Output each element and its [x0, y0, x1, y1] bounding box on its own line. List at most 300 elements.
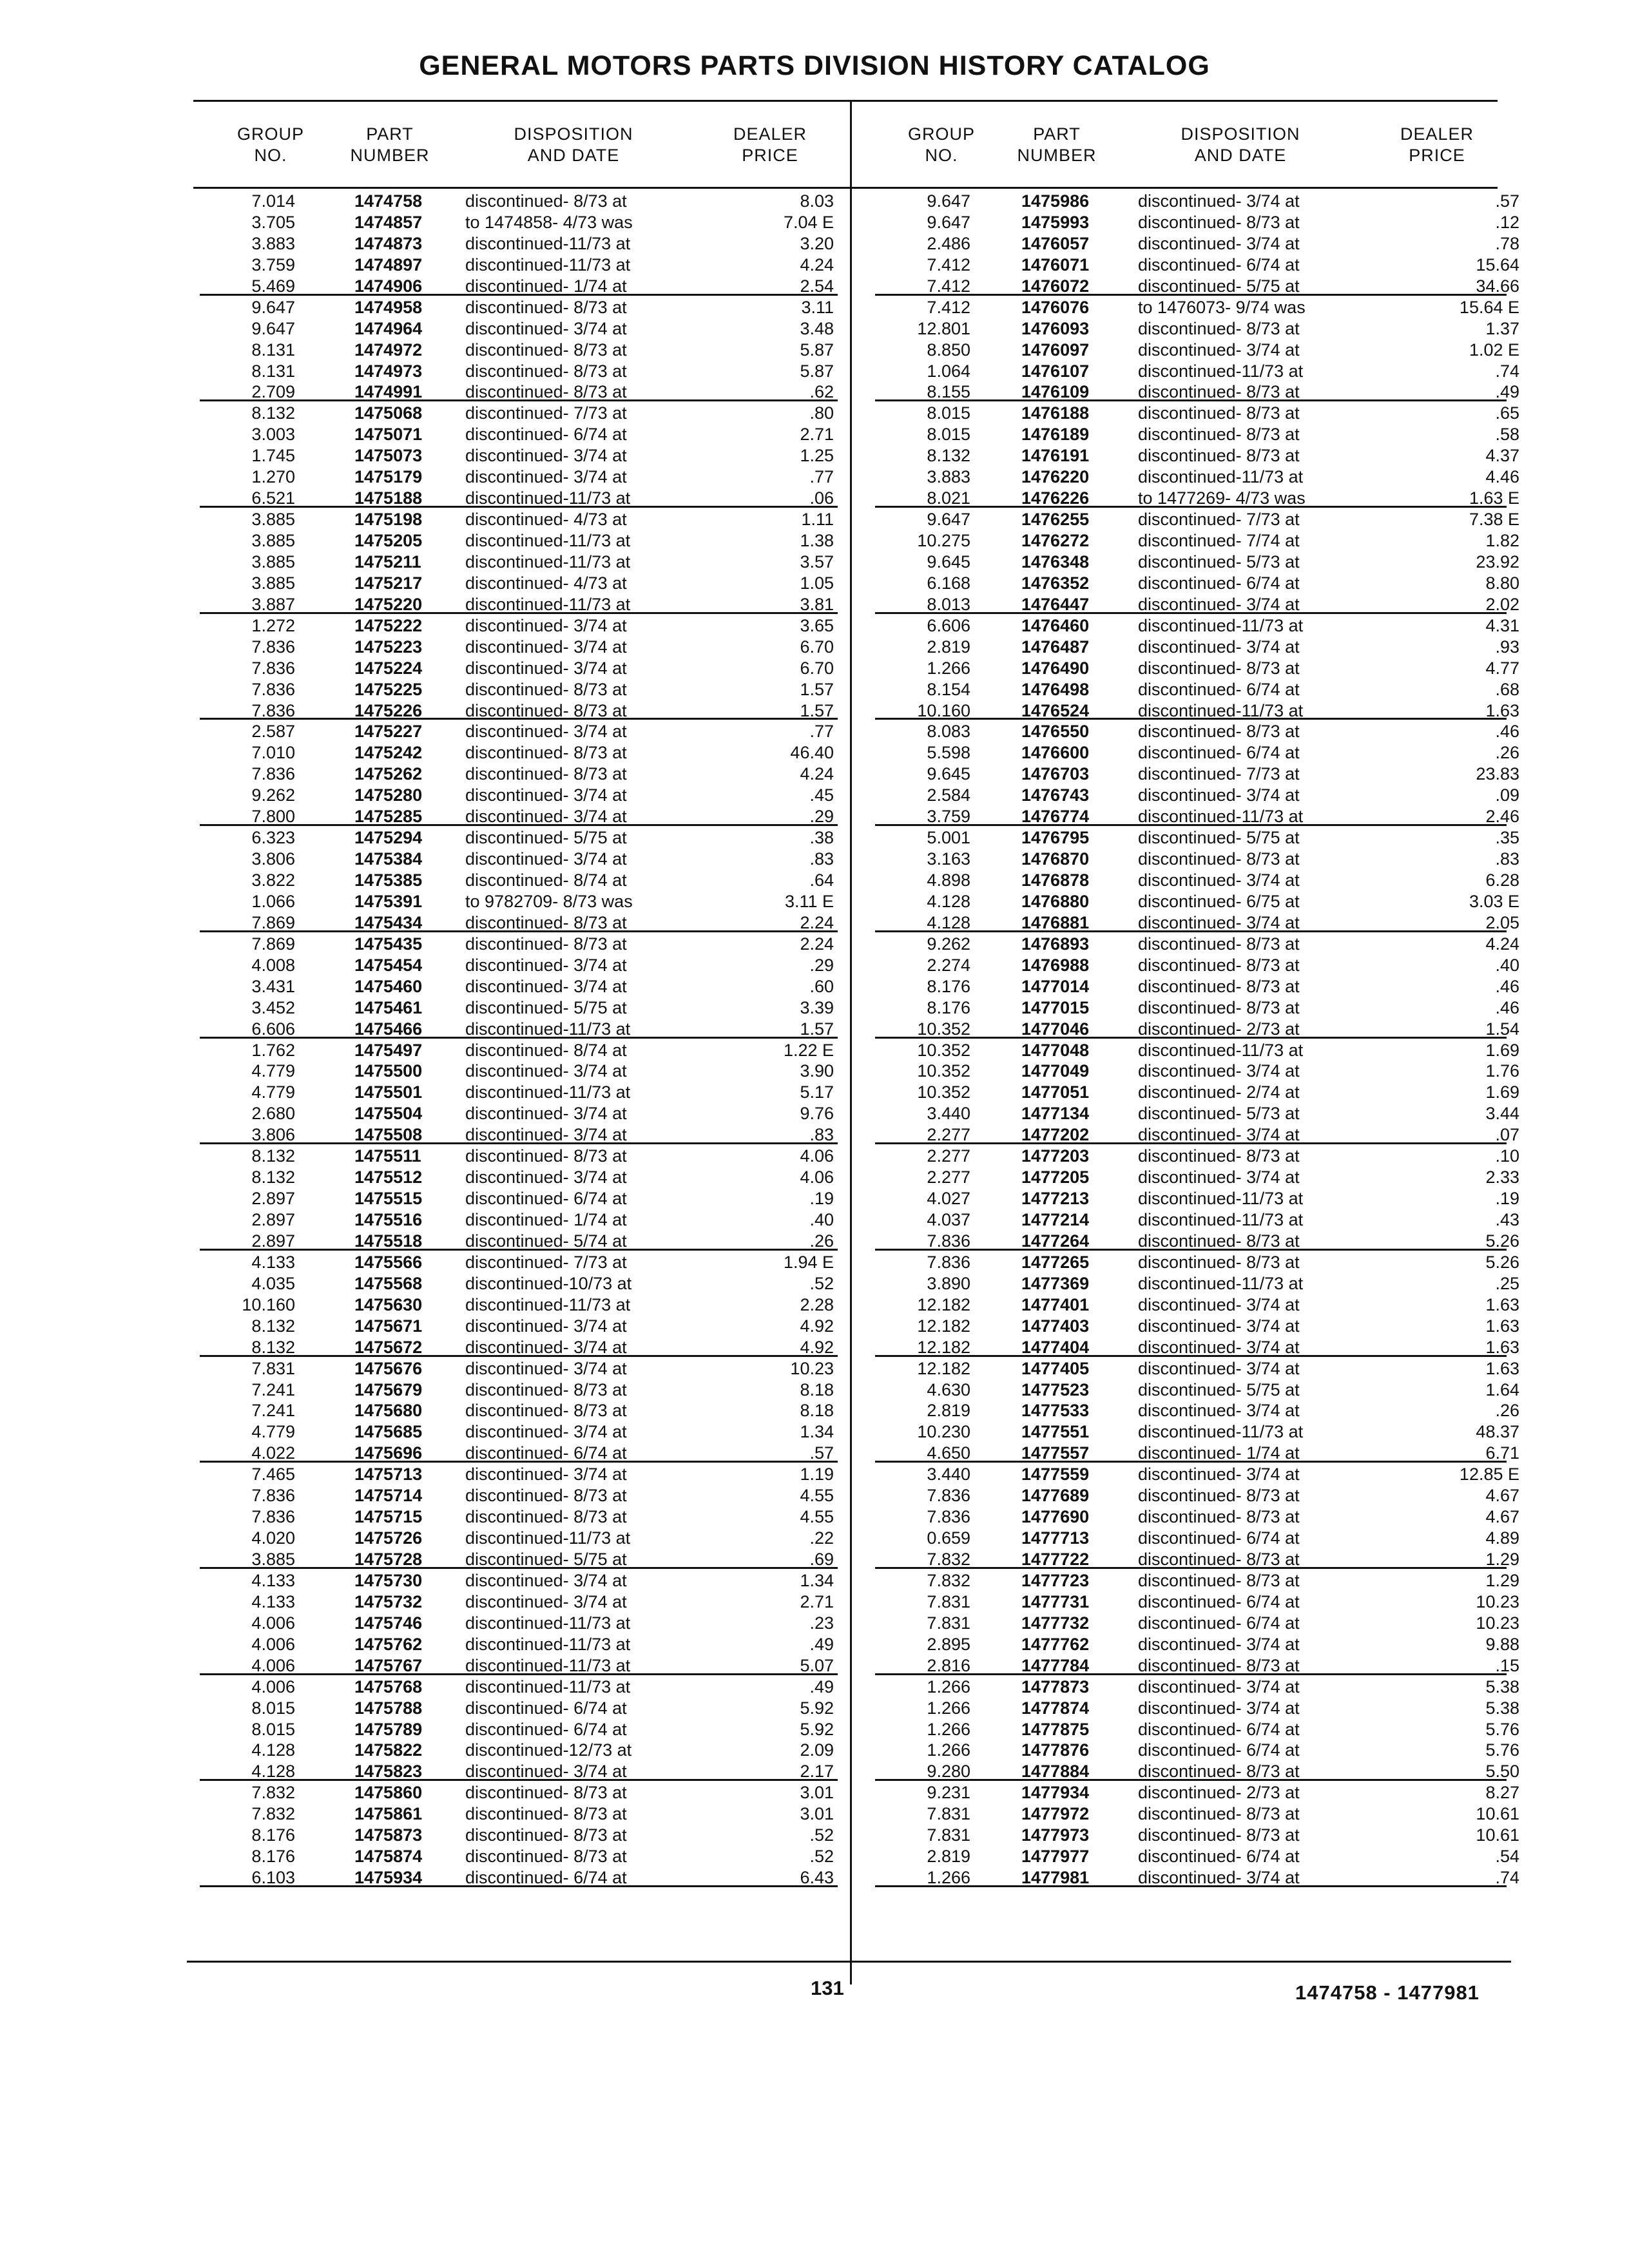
group-number: 2.274 — [927, 955, 970, 975]
part-number: 1475226 — [354, 700, 423, 720]
part-number: 1476447 — [1021, 594, 1090, 614]
group-number: 8.015 — [251, 1698, 295, 1718]
group-number: 4.779 — [251, 1061, 295, 1081]
dealer-price: .83 — [1495, 849, 1519, 869]
group-number: 10.230 — [917, 1422, 970, 1442]
part-number: 1475993 — [1021, 212, 1090, 232]
dealer-price: .77 — [809, 467, 834, 487]
part-number: 1475934 — [354, 1868, 423, 1888]
dealer-price: .77 — [809, 722, 834, 742]
table-row — [875, 679, 1519, 701]
disposition: discontinued- 3/74 at — [1138, 1316, 1300, 1336]
table-row — [200, 1847, 838, 1868]
disposition: discontinued- 6/74 at — [1138, 573, 1300, 593]
table-row — [875, 1719, 1519, 1741]
disposition: discontinued- 3/74 at — [1138, 1677, 1300, 1696]
group-number: 6.323 — [251, 828, 295, 848]
disposition: discontinued- 8/73 at — [465, 743, 627, 763]
table-row — [875, 722, 1519, 743]
group-number: 12.182 — [917, 1294, 970, 1314]
part-number: 1477690 — [1021, 1507, 1090, 1527]
part-number: 1477873 — [1021, 1677, 1090, 1696]
disposition: discontinued- 8/74 at — [465, 870, 627, 890]
part-number: 1476097 — [1021, 340, 1090, 360]
group-number: 7.836 — [927, 1486, 970, 1506]
group-number: 10.352 — [917, 1019, 970, 1039]
disposition: discontinued- 8/73 at — [1138, 1486, 1300, 1506]
disposition: discontinued- 8/73 at — [465, 297, 627, 317]
disposition: discontinued- 4/73 at — [465, 510, 627, 530]
right-parts-table — [875, 191, 1519, 1889]
group-number: 3.883 — [251, 233, 295, 253]
group-number: 8.013 — [927, 594, 970, 614]
dealer-price: 10.23 — [1476, 1591, 1519, 1611]
part-number: 1477557 — [1021, 1443, 1090, 1463]
dealer-price: 1.57 — [800, 1019, 834, 1039]
table-row — [875, 1379, 1519, 1401]
disposition: discontinued- 3/74 at — [465, 318, 627, 338]
part-number: 1475497 — [354, 1040, 423, 1060]
table-row — [200, 213, 838, 234]
table-row — [875, 912, 1519, 934]
table-row — [875, 1613, 1519, 1635]
table-row — [875, 1847, 1519, 1868]
part-number: 1476524 — [1021, 700, 1090, 720]
group-number: 7.836 — [251, 700, 295, 720]
dealer-price: .58 — [1495, 425, 1519, 445]
part-number: 1474758 — [354, 191, 423, 211]
dealer-price: 4.24 — [800, 764, 834, 784]
table-row — [875, 276, 1519, 298]
group-number: 9.262 — [251, 785, 295, 805]
table-row — [200, 1635, 838, 1656]
part-number: 1475518 — [354, 1231, 423, 1251]
table-row — [875, 1762, 1519, 1783]
disposition: discontinued- 3/74 at — [1138, 191, 1300, 211]
part-number: 1476498 — [1021, 679, 1090, 699]
part-number: 1475500 — [354, 1061, 423, 1081]
part-number: 1476703 — [1021, 764, 1090, 784]
part-number: 1475768 — [354, 1677, 423, 1696]
part-number: 1477559 — [1021, 1465, 1090, 1485]
header-price-line2: PRICE — [1409, 146, 1465, 165]
dealer-price: 1.94 E — [783, 1252, 834, 1272]
table-row — [200, 1507, 838, 1528]
table-row — [875, 807, 1519, 828]
table-row — [200, 785, 838, 807]
table-row — [875, 403, 1519, 425]
disposition: discontinued- 3/74 at — [1138, 1465, 1300, 1485]
part-number: 1477722 — [1021, 1550, 1090, 1569]
table-row — [875, 1082, 1519, 1104]
dealer-price: .46 — [1495, 722, 1519, 742]
part-number: 1476878 — [1021, 870, 1090, 890]
dealer-price: .54 — [1495, 1847, 1519, 1867]
part-number: 1477213 — [1021, 1189, 1090, 1209]
group-number: 9.231 — [927, 1783, 970, 1803]
group-number: 8.131 — [251, 340, 295, 360]
disposition: discontinued- 3/74 at — [465, 615, 627, 635]
group-number: 4.898 — [927, 870, 970, 890]
group-number: 3.163 — [927, 849, 970, 869]
disposition: discontinued- 6/74 at — [1138, 679, 1300, 699]
table-row — [200, 1550, 838, 1571]
header-disposition-line2: AND DATE — [527, 146, 620, 165]
disposition: discontinued- 3/74 at — [465, 1762, 627, 1782]
disposition: discontinued- 3/74 at — [465, 658, 627, 678]
disposition: discontinued- 8/73 at — [465, 340, 627, 360]
part-number: 1474958 — [354, 297, 423, 317]
part-number: 1476348 — [1021, 552, 1090, 572]
part-number: 1475788 — [354, 1698, 423, 1718]
table-row — [200, 191, 838, 213]
dealer-price: 3.81 — [800, 594, 834, 614]
part-number: 1476487 — [1021, 637, 1090, 657]
part-number: 1475730 — [354, 1570, 423, 1590]
group-number: 7.836 — [251, 637, 295, 657]
table-row — [875, 297, 1519, 319]
group-number: 1.064 — [927, 361, 970, 381]
table-row — [875, 1252, 1519, 1274]
part-number: 1474897 — [354, 255, 423, 274]
disposition: discontinued-11/73 at — [465, 488, 631, 508]
table-row — [875, 425, 1519, 446]
table-row — [200, 1804, 838, 1825]
group-number: 6.606 — [251, 1019, 295, 1039]
part-number: 1474973 — [354, 361, 423, 381]
part-number: 1477014 — [1021, 976, 1090, 996]
dealer-price: .09 — [1495, 785, 1519, 805]
dealer-price: 4.37 — [1485, 446, 1519, 466]
part-number: 1475630 — [354, 1294, 423, 1314]
group-number: 12.182 — [917, 1316, 970, 1336]
group-number: 8.015 — [927, 403, 970, 423]
dealer-price: .06 — [809, 488, 834, 508]
group-number: 3.806 — [251, 1125, 295, 1145]
part-number: 1477202 — [1021, 1125, 1090, 1145]
dealer-price: 4.92 — [800, 1337, 834, 1357]
dealer-price: 4.67 — [1485, 1507, 1519, 1527]
dealer-price: 1.54 — [1485, 1019, 1519, 1039]
group-number: 1.272 — [251, 615, 295, 635]
dealer-price: 3.39 — [800, 997, 834, 1017]
part-number: 1475223 — [354, 637, 423, 657]
page-title: GENERAL MOTORS PARTS DIVISION HISTORY CATALOG — [419, 50, 1210, 81]
group-number: 2.897 — [251, 1231, 295, 1251]
dealer-price: 4.06 — [800, 1168, 834, 1187]
group-number: 2.897 — [251, 1189, 295, 1209]
left-header-group — [216, 124, 325, 166]
group-number: 4.020 — [251, 1528, 295, 1548]
table-row — [200, 531, 838, 552]
disposition: discontinued- 3/74 at — [465, 785, 627, 805]
part-number: 1475222 — [354, 615, 423, 635]
group-number: 4.650 — [927, 1443, 970, 1463]
dealer-price: 2.24 — [800, 912, 834, 932]
part-number: 1475385 — [354, 870, 423, 890]
table-row — [875, 1550, 1519, 1571]
table-row — [875, 764, 1519, 785]
disposition: discontinued- 1/74 at — [465, 1210, 627, 1229]
disposition: discontinued- 6/74 at — [1138, 743, 1300, 763]
table-row — [875, 1168, 1519, 1189]
part-number: 1477551 — [1021, 1422, 1090, 1442]
group-number: 9.647 — [927, 510, 970, 530]
dealer-price: 23.83 — [1476, 764, 1519, 784]
table-row — [875, 318, 1519, 340]
group-number: 2.819 — [927, 1401, 970, 1421]
table-row — [875, 1189, 1519, 1210]
group-number: 9.647 — [927, 212, 970, 232]
group-number: 8.176 — [251, 1825, 295, 1845]
disposition: discontinued- 8/73 at — [1138, 1231, 1300, 1251]
dealer-price: 4.46 — [1485, 467, 1519, 487]
table-row — [875, 870, 1519, 892]
dealer-price: 5.50 — [1485, 1762, 1519, 1782]
part-number: 1475512 — [354, 1168, 423, 1187]
left-parts-table — [200, 191, 838, 1889]
table-row — [875, 934, 1519, 956]
group-number: 2.709 — [251, 382, 295, 402]
disposition: discontinued- 3/74 at — [465, 1316, 627, 1336]
disposition: discontinued- 1/74 at — [1138, 1443, 1300, 1463]
disposition: discontinued- 3/74 at — [1138, 785, 1300, 805]
table-row — [200, 1253, 838, 1274]
disposition: discontinued- 8/73 at — [1138, 382, 1300, 402]
table-row — [875, 1507, 1519, 1528]
disposition: discontinued-11/73 at — [465, 1677, 631, 1696]
disposition: discontinued- 8/73 at — [1138, 1507, 1300, 1527]
table-row — [200, 340, 838, 361]
dealer-price: .45 — [809, 785, 834, 805]
dealer-price: 3.11 E — [784, 891, 834, 911]
disposition: discontinued- 8/73 at — [465, 1486, 627, 1506]
disposition: discontinued-11/73 at — [465, 1528, 631, 1548]
dealer-price: 3.03 E — [1469, 891, 1519, 911]
group-number: 8.176 — [251, 1847, 295, 1867]
group-number: 4.006 — [251, 1634, 295, 1654]
dealer-price: 9.88 — [1485, 1634, 1519, 1654]
disposition: discontinued-11/73 at — [465, 233, 631, 253]
dealer-price: 1.82 — [1485, 531, 1519, 550]
disposition: to 9782709- 8/73 was — [465, 891, 633, 911]
dealer-price: .12 — [1495, 212, 1519, 232]
part-number: 1475986 — [1021, 191, 1090, 211]
header-group-line1: GROUP — [907, 124, 975, 144]
part-number: 1476093 — [1021, 318, 1090, 338]
group-number: 3.003 — [251, 425, 295, 445]
group-number: 3.885 — [251, 531, 295, 550]
part-number: 1475220 — [354, 594, 423, 614]
part-number: 1475672 — [354, 1337, 423, 1357]
part-number: 1476988 — [1021, 955, 1090, 975]
part-number: 1476600 — [1021, 743, 1090, 763]
group-number: 2.277 — [927, 1125, 970, 1145]
group-number: 4.128 — [251, 1740, 295, 1760]
table-row — [875, 1104, 1519, 1125]
part-number: 1477876 — [1021, 1740, 1090, 1760]
dealer-price: 2.09 — [800, 1740, 834, 1760]
dealer-price: 8.18 — [800, 1379, 834, 1399]
disposition: discontinued- 8/73 at — [465, 1146, 627, 1166]
group-number: 7.800 — [251, 807, 295, 827]
dealer-price: 2.46 — [1485, 807, 1519, 827]
part-number: 1475391 — [354, 891, 423, 911]
dealer-price: .46 — [1495, 997, 1519, 1017]
table-row — [200, 1231, 838, 1253]
dealer-price: 7.04 E — [783, 212, 834, 232]
dealer-price: 6.43 — [800, 1868, 834, 1888]
part-number: 1475504 — [354, 1104, 423, 1124]
table-row — [875, 658, 1519, 680]
header-part-line2: NUMBER — [1017, 146, 1097, 165]
part-number: 1475767 — [354, 1655, 423, 1675]
table-row — [875, 743, 1519, 764]
group-number: 2.819 — [927, 1847, 970, 1867]
disposition: discontinued- 8/73 at — [1138, 403, 1300, 423]
table-row — [200, 1019, 838, 1041]
disposition: to 1477269- 4/73 was — [1138, 488, 1306, 508]
table-row — [875, 361, 1519, 383]
disposition: discontinued- 3/74 at — [1138, 1401, 1300, 1421]
disposition: discontinued-11/73 at — [465, 531, 631, 550]
table-row — [200, 701, 838, 722]
part-number: 1477875 — [1021, 1719, 1090, 1739]
part-number: 1477934 — [1021, 1783, 1090, 1803]
disposition: discontinued- 2/73 at — [1138, 1019, 1300, 1039]
group-number: 2.486 — [927, 233, 970, 253]
group-number: 12.801 — [917, 318, 970, 338]
dealer-price: 1.02 E — [1469, 340, 1519, 360]
dealer-price: 1.63 E — [1469, 488, 1519, 508]
disposition: discontinued- 3/74 at — [1138, 1358, 1300, 1378]
table-row — [875, 997, 1519, 1019]
table-row — [875, 340, 1519, 361]
table-row — [200, 870, 838, 892]
disposition: discontinued- 6/74 at — [465, 1698, 627, 1718]
disposition: discontinued- 3/74 at — [465, 1104, 627, 1124]
disposition: discontinued- 3/74 at — [465, 1061, 627, 1081]
page-number: 131 — [811, 1977, 844, 1999]
group-number: 1.266 — [927, 658, 970, 678]
disposition: discontinued- 8/73 at — [1138, 1252, 1300, 1272]
group-number: 7.836 — [251, 764, 295, 784]
table-row — [875, 1486, 1519, 1507]
table-row — [200, 595, 838, 616]
group-number: 7.836 — [927, 1507, 970, 1527]
part-number: 1477015 — [1021, 997, 1090, 1017]
part-number: 1475205 — [354, 531, 423, 550]
part-number: 1475242 — [354, 743, 423, 763]
disposition: discontinued- 8/73 at — [1138, 934, 1300, 954]
table-row — [875, 1825, 1519, 1847]
group-number: 8.176 — [927, 976, 970, 996]
dealer-price: 1.25 — [800, 446, 834, 466]
table-row — [200, 807, 838, 828]
disposition: discontinued- 3/74 at — [1138, 1634, 1300, 1654]
disposition: discontinued-11/73 at — [465, 1294, 631, 1314]
dealer-price: 10.23 — [1476, 1613, 1519, 1633]
disposition: discontinued-11/73 at — [465, 255, 631, 274]
group-number: 7.014 — [251, 191, 295, 211]
dealer-price: 5.92 — [800, 1719, 834, 1739]
table-row — [875, 191, 1519, 213]
table-row — [200, 1125, 838, 1146]
group-number: 8.015 — [927, 425, 970, 445]
part-number: 1476057 — [1021, 233, 1090, 253]
part-number: 1475511 — [354, 1146, 421, 1166]
header-disposition-line1: DISPOSITION — [1181, 124, 1300, 144]
part-number: 1475454 — [354, 955, 423, 975]
table-row — [200, 1210, 838, 1231]
dealer-price: 5.87 — [800, 361, 834, 381]
disposition: discontinued- 8/73 at — [1138, 446, 1300, 466]
footer-rule — [187, 1961, 1511, 1963]
part-number: 1475217 — [354, 573, 423, 593]
part-number: 1477205 — [1021, 1168, 1090, 1187]
disposition: to 1474858- 4/73 was — [465, 212, 633, 232]
dealer-price: .40 — [1495, 955, 1519, 975]
dealer-price: 4.92 — [800, 1316, 834, 1336]
dealer-price: .29 — [809, 955, 834, 975]
group-number: 2.897 — [251, 1210, 295, 1229]
dealer-price: 10.61 — [1476, 1804, 1519, 1824]
dealer-price: .22 — [809, 1528, 834, 1548]
group-number: 9.647 — [251, 297, 295, 317]
group-number: 10.352 — [917, 1082, 970, 1102]
dealer-price: .49 — [809, 1677, 834, 1696]
disposition: discontinued- 8/73 at — [465, 764, 627, 784]
dealer-price: 5.17 — [800, 1082, 834, 1102]
group-number: 8.132 — [251, 1337, 295, 1357]
header-group-line2: NO. — [254, 146, 287, 165]
dealer-price: 2.71 — [800, 1591, 834, 1611]
part-number: 1477723 — [1021, 1570, 1090, 1590]
disposition: discontinued- 3/74 at — [1138, 1125, 1300, 1145]
dealer-price: 3.57 — [800, 552, 834, 572]
group-number: 9.645 — [927, 764, 970, 784]
disposition: discontinued-11/73 at — [465, 594, 631, 614]
dealer-price: 1.64 — [1485, 1379, 1519, 1399]
part-number: 1476870 — [1021, 849, 1090, 869]
part-number: 1474972 — [354, 340, 423, 360]
table-row — [200, 934, 838, 956]
group-number: 10.352 — [917, 1061, 970, 1081]
group-number: 4.133 — [251, 1591, 295, 1611]
group-number: 7.869 — [251, 934, 295, 954]
table-row — [875, 1783, 1519, 1804]
disposition: discontinued- 6/74 at — [1138, 1591, 1300, 1611]
group-number: 7.836 — [251, 658, 295, 678]
table-row — [200, 1359, 838, 1380]
disposition: discontinued-11/73 at — [1138, 1210, 1304, 1229]
disposition: discontinued-10/73 at — [465, 1273, 632, 1293]
disposition: discontinued- 5/75 at — [465, 997, 627, 1017]
part-number: 1475501 — [354, 1082, 423, 1102]
group-number: 3.440 — [927, 1104, 970, 1124]
dealer-price: 6.70 — [800, 658, 834, 678]
table-row — [875, 1868, 1519, 1889]
table-row — [200, 1274, 838, 1295]
disposition: discontinued- 8/74 at — [465, 1040, 627, 1060]
part-number: 1475715 — [354, 1507, 423, 1527]
dealer-price: 1.69 — [1485, 1082, 1519, 1102]
table-row — [875, 1401, 1519, 1422]
dealer-price: .52 — [809, 1847, 834, 1867]
dealer-price: 4.55 — [800, 1507, 834, 1527]
disposition: discontinued- 3/74 at — [465, 955, 627, 975]
table-row — [200, 1104, 838, 1125]
